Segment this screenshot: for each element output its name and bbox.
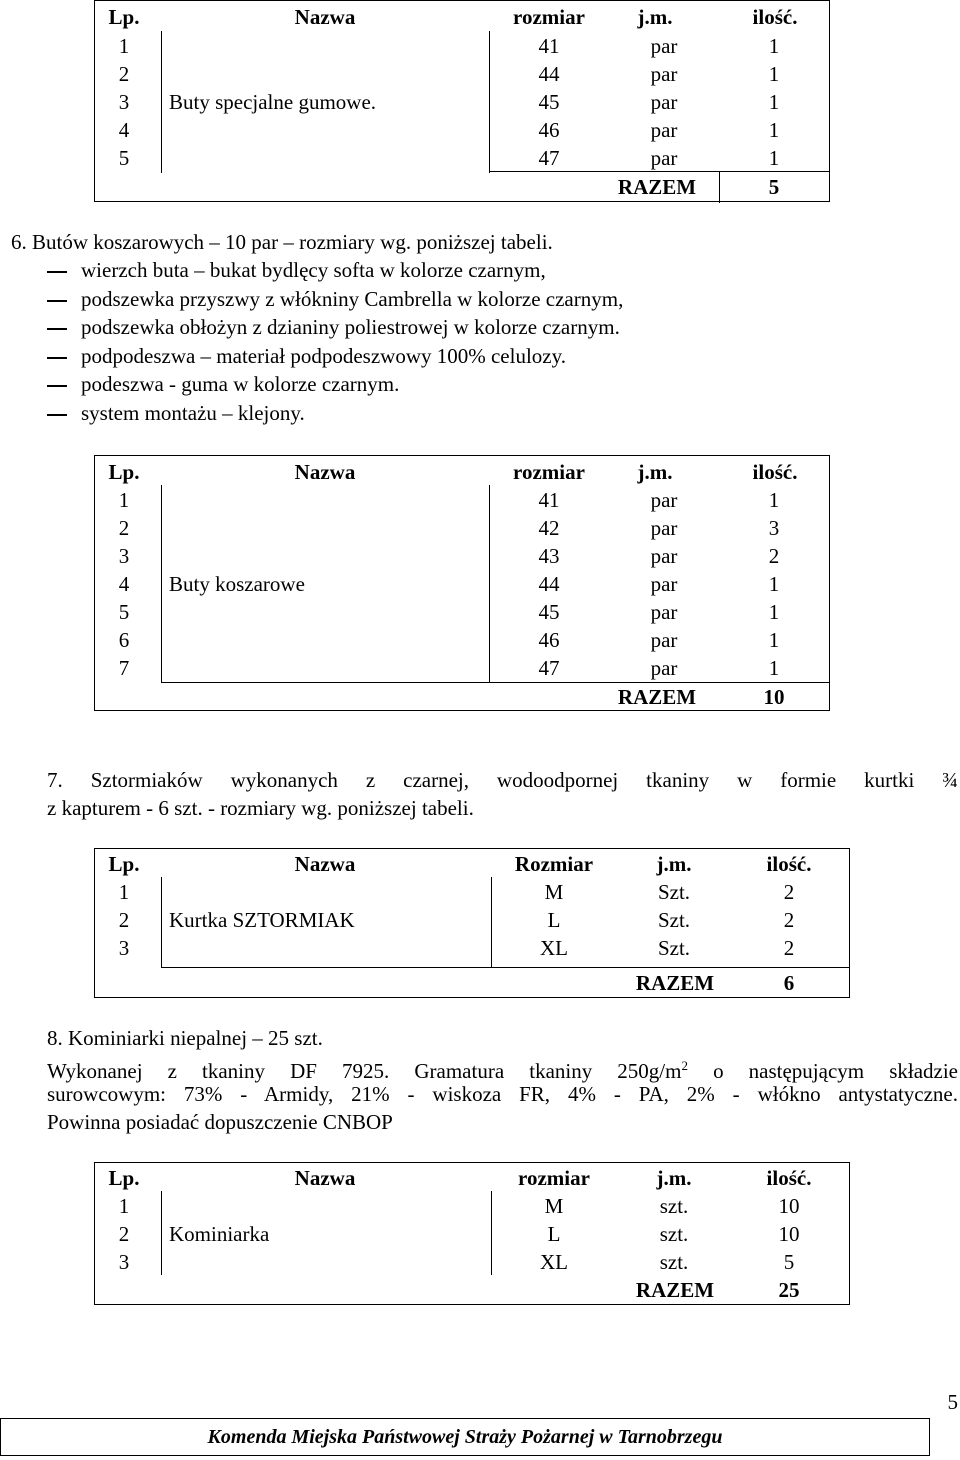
bullet-item bbox=[47, 256, 546, 284]
header-jm: j.m. bbox=[656, 1166, 692, 1190]
row-unit: par bbox=[650, 572, 678, 596]
table-row bbox=[95, 598, 829, 626]
bullet-text: podszewka przyszwy z włókniny Cambrella w kolorze czarnym, bbox=[81, 287, 624, 311]
row-size: L bbox=[547, 1222, 561, 1246]
total-row bbox=[95, 1276, 849, 1304]
row-unit: par bbox=[650, 516, 678, 540]
header-nazwa: Nazwa bbox=[294, 852, 356, 876]
row-size: L bbox=[547, 908, 561, 932]
item-name: Buty koszarowe bbox=[169, 572, 305, 596]
row-qty: 1 bbox=[768, 34, 780, 58]
row-unit: Szt. bbox=[657, 880, 691, 904]
footer bbox=[0, 1418, 930, 1456]
table-sztormiak bbox=[94, 848, 850, 998]
grid-line bbox=[491, 1191, 492, 1275]
section-7-line-1: 7. Sztormiaków wykonanych z czarnej, wodoodpornej tkaniny w formie kurtki ¾ bbox=[47, 768, 958, 792]
page-number: 5 bbox=[947, 1390, 958, 1414]
total-value: 25 bbox=[778, 1278, 800, 1302]
total-label: RAZEM bbox=[635, 1278, 715, 1302]
row-qty: 10 bbox=[778, 1222, 800, 1246]
table-row bbox=[95, 1192, 849, 1220]
row-unit: par bbox=[650, 656, 678, 680]
dash-icon bbox=[47, 385, 67, 387]
table-header bbox=[95, 458, 829, 486]
row-size: XL bbox=[540, 1250, 568, 1274]
header-lp: Lp. bbox=[108, 852, 140, 876]
table-row bbox=[95, 144, 829, 172]
section-8-line-3: Powinna posiadać dopuszczenie CNBOP bbox=[47, 1110, 393, 1134]
section-8-line-2: surowcowym: 73% - Armidy, 21% - wiskoza FR, 4% - PA, 2% - włókno antystatyczne. bbox=[47, 1082, 958, 1106]
row-lp: 1 bbox=[118, 1194, 130, 1218]
table-row bbox=[95, 934, 849, 962]
row-qty: 2 bbox=[783, 880, 795, 904]
dash-icon bbox=[47, 300, 67, 302]
total-value: 10 bbox=[763, 685, 785, 709]
bullet-text: system montażu – klejony. bbox=[81, 401, 305, 425]
row-qty: 3 bbox=[768, 516, 780, 540]
row-qty: 1 bbox=[768, 118, 780, 142]
superscript: 2 bbox=[681, 1058, 688, 1073]
row-lp: 5 bbox=[118, 600, 130, 624]
row-qty: 2 bbox=[783, 908, 795, 932]
row-size: M bbox=[544, 880, 564, 904]
table-header bbox=[95, 3, 829, 31]
row-qty: 1 bbox=[768, 628, 780, 652]
dash-icon bbox=[47, 414, 67, 416]
table-row bbox=[95, 878, 849, 906]
row-lp: 3 bbox=[118, 936, 130, 960]
header-jm: j.m. bbox=[656, 852, 692, 876]
header-rozmiar: rozmiar bbox=[518, 1166, 590, 1190]
row-size: 47 bbox=[538, 146, 560, 170]
grid-line bbox=[489, 171, 829, 172]
row-lp: 3 bbox=[118, 90, 130, 114]
header-ilosc: ilość. bbox=[766, 852, 812, 876]
dash-icon bbox=[47, 271, 67, 273]
section-8-heading: 8. Kominiarki niepalnej – 25 szt. bbox=[47, 1026, 323, 1050]
row-lp: 4 bbox=[118, 572, 130, 596]
row-lp: 1 bbox=[118, 34, 130, 58]
row-size: 44 bbox=[538, 572, 560, 596]
item-name: Buty specjalne gumowe. bbox=[169, 90, 377, 114]
header-ilosc: ilość. bbox=[752, 460, 798, 484]
total-value: 5 bbox=[768, 175, 780, 199]
grid-line bbox=[489, 485, 490, 682]
row-lp: 1 bbox=[118, 488, 130, 512]
row-unit: par bbox=[650, 600, 678, 624]
header-ilosc: ilość. bbox=[766, 1166, 812, 1190]
row-size: 45 bbox=[538, 90, 560, 114]
row-unit: par bbox=[650, 544, 678, 568]
row-size: 41 bbox=[538, 488, 560, 512]
header-nazwa: Nazwa bbox=[294, 460, 356, 484]
row-lp: 3 bbox=[118, 544, 130, 568]
header-rozmiar: Rozmiar bbox=[514, 852, 594, 876]
row-qty: 2 bbox=[783, 936, 795, 960]
header-nazwa: Nazwa bbox=[294, 1166, 356, 1190]
bullet-text: podszewka obłożyn z dzianiny poliestrowej w kolorze czarnym. bbox=[81, 315, 620, 339]
total-row bbox=[95, 173, 829, 201]
row-lp: 2 bbox=[118, 908, 130, 932]
grid-line bbox=[161, 485, 162, 682]
bullet-item bbox=[47, 285, 623, 313]
row-size: 47 bbox=[538, 656, 560, 680]
row-qty: 1 bbox=[768, 90, 780, 114]
row-size: 42 bbox=[538, 516, 560, 540]
row-lp: 3 bbox=[118, 1250, 130, 1274]
header-jm: j.m. bbox=[637, 460, 673, 484]
row-unit: szt. bbox=[659, 1222, 689, 1246]
header-lp: Lp. bbox=[108, 5, 140, 29]
row-qty: 2 bbox=[768, 544, 780, 568]
bullet-text: wierzch buta – bukat bydlęcy softa w kolorze czarnym, bbox=[81, 258, 546, 282]
dash-icon bbox=[47, 328, 67, 330]
row-lp: 2 bbox=[118, 1222, 130, 1246]
row-unit: par bbox=[650, 34, 678, 58]
item-name: Kurtka SZTORMIAK bbox=[169, 908, 355, 932]
section-7-line-2: z kapturem - 6 szt. - rozmiary wg. poniższej tabeli. bbox=[47, 796, 474, 820]
row-lp: 7 bbox=[118, 656, 130, 680]
grid-line bbox=[161, 31, 162, 173]
row-unit: par bbox=[650, 628, 678, 652]
row-qty: 1 bbox=[768, 488, 780, 512]
row-unit: szt. bbox=[659, 1194, 689, 1218]
row-size: M bbox=[544, 1194, 564, 1218]
header-lp: Lp. bbox=[108, 1166, 140, 1190]
row-lp: 1 bbox=[118, 880, 130, 904]
text-part: o następującym składzie bbox=[687, 1059, 959, 1083]
bullet-item bbox=[47, 342, 566, 370]
row-lp: 2 bbox=[118, 62, 130, 86]
grid-line bbox=[161, 877, 162, 967]
row-unit: Szt. bbox=[657, 908, 691, 932]
row-lp: 6 bbox=[118, 628, 130, 652]
bullet-item bbox=[47, 399, 305, 427]
table-row bbox=[95, 60, 829, 88]
row-lp: 2 bbox=[118, 516, 130, 540]
bullet-text: podeszwa - guma w kolorze czarnym. bbox=[81, 372, 400, 396]
grid-line bbox=[161, 1191, 162, 1275]
table-row bbox=[95, 654, 829, 682]
total-row bbox=[95, 969, 849, 997]
header-ilosc: ilość. bbox=[752, 5, 798, 29]
footer-text: Komenda Miejska Państwowej Straży Pożarnej w Tarnobrzegu bbox=[207, 1426, 723, 1448]
header-lp: Lp. bbox=[108, 460, 140, 484]
row-size: 44 bbox=[538, 62, 560, 86]
row-size: 46 bbox=[538, 118, 560, 142]
table-header bbox=[95, 1164, 849, 1192]
header-rozmiar: rozmiar bbox=[513, 5, 585, 29]
total-label: RAZEM bbox=[617, 175, 697, 199]
row-unit: par bbox=[650, 90, 678, 114]
row-unit: par bbox=[650, 118, 678, 142]
row-size: 41 bbox=[538, 34, 560, 58]
header-rozmiar: rozmiar bbox=[513, 460, 585, 484]
row-qty: 1 bbox=[768, 656, 780, 680]
section-6-heading: 6. Butów koszarowych – 10 par – rozmiary wg. poniższej tabeli. bbox=[11, 230, 553, 254]
total-row bbox=[95, 683, 829, 711]
row-size: 46 bbox=[538, 628, 560, 652]
bullet-text: podpodeszwa – materiał podpodeszwowy 100% celulozy. bbox=[81, 344, 566, 368]
total-label: RAZEM bbox=[617, 685, 697, 709]
item-name: Kominiarka bbox=[169, 1222, 270, 1246]
table-row bbox=[95, 542, 829, 570]
table-row bbox=[95, 1248, 849, 1276]
row-qty: 1 bbox=[768, 572, 780, 596]
table-row bbox=[95, 486, 829, 514]
row-size: 43 bbox=[538, 544, 560, 568]
bullet-item bbox=[47, 370, 399, 398]
row-unit: par bbox=[650, 488, 678, 512]
row-qty: 1 bbox=[768, 62, 780, 86]
header-nazwa: Nazwa bbox=[294, 5, 356, 29]
table-row bbox=[95, 514, 829, 542]
row-lp: 5 bbox=[118, 146, 130, 170]
table-kominiarka bbox=[94, 1162, 850, 1305]
grid-line bbox=[161, 967, 849, 968]
table-header bbox=[95, 850, 849, 878]
total-value: 6 bbox=[783, 971, 795, 995]
row-unit: Szt. bbox=[657, 936, 691, 960]
total-label: RAZEM bbox=[635, 971, 715, 995]
grid-line bbox=[489, 31, 490, 173]
table-buty-gumowe bbox=[94, 0, 830, 202]
row-unit: szt. bbox=[659, 1250, 689, 1274]
row-qty: 5 bbox=[783, 1250, 795, 1274]
row-unit: par bbox=[650, 146, 678, 170]
table-row bbox=[95, 32, 829, 60]
dash-icon bbox=[47, 357, 67, 359]
text-part: Wykonanej z tkaniny DF 7925. Gramatura tkaniny 250g/m bbox=[47, 1059, 682, 1083]
table-row bbox=[95, 116, 829, 144]
bullet-item bbox=[47, 313, 620, 341]
row-qty: 10 bbox=[778, 1194, 800, 1218]
row-unit: par bbox=[650, 62, 678, 86]
table-row bbox=[95, 626, 829, 654]
row-lp: 4 bbox=[118, 118, 130, 142]
row-size: 45 bbox=[538, 600, 560, 624]
header-jm: j.m. bbox=[637, 5, 673, 29]
row-size: XL bbox=[540, 936, 568, 960]
table-buty-koszarowe bbox=[94, 455, 830, 711]
row-qty: 1 bbox=[768, 600, 780, 624]
grid-line bbox=[491, 877, 492, 967]
row-qty: 1 bbox=[768, 146, 780, 170]
